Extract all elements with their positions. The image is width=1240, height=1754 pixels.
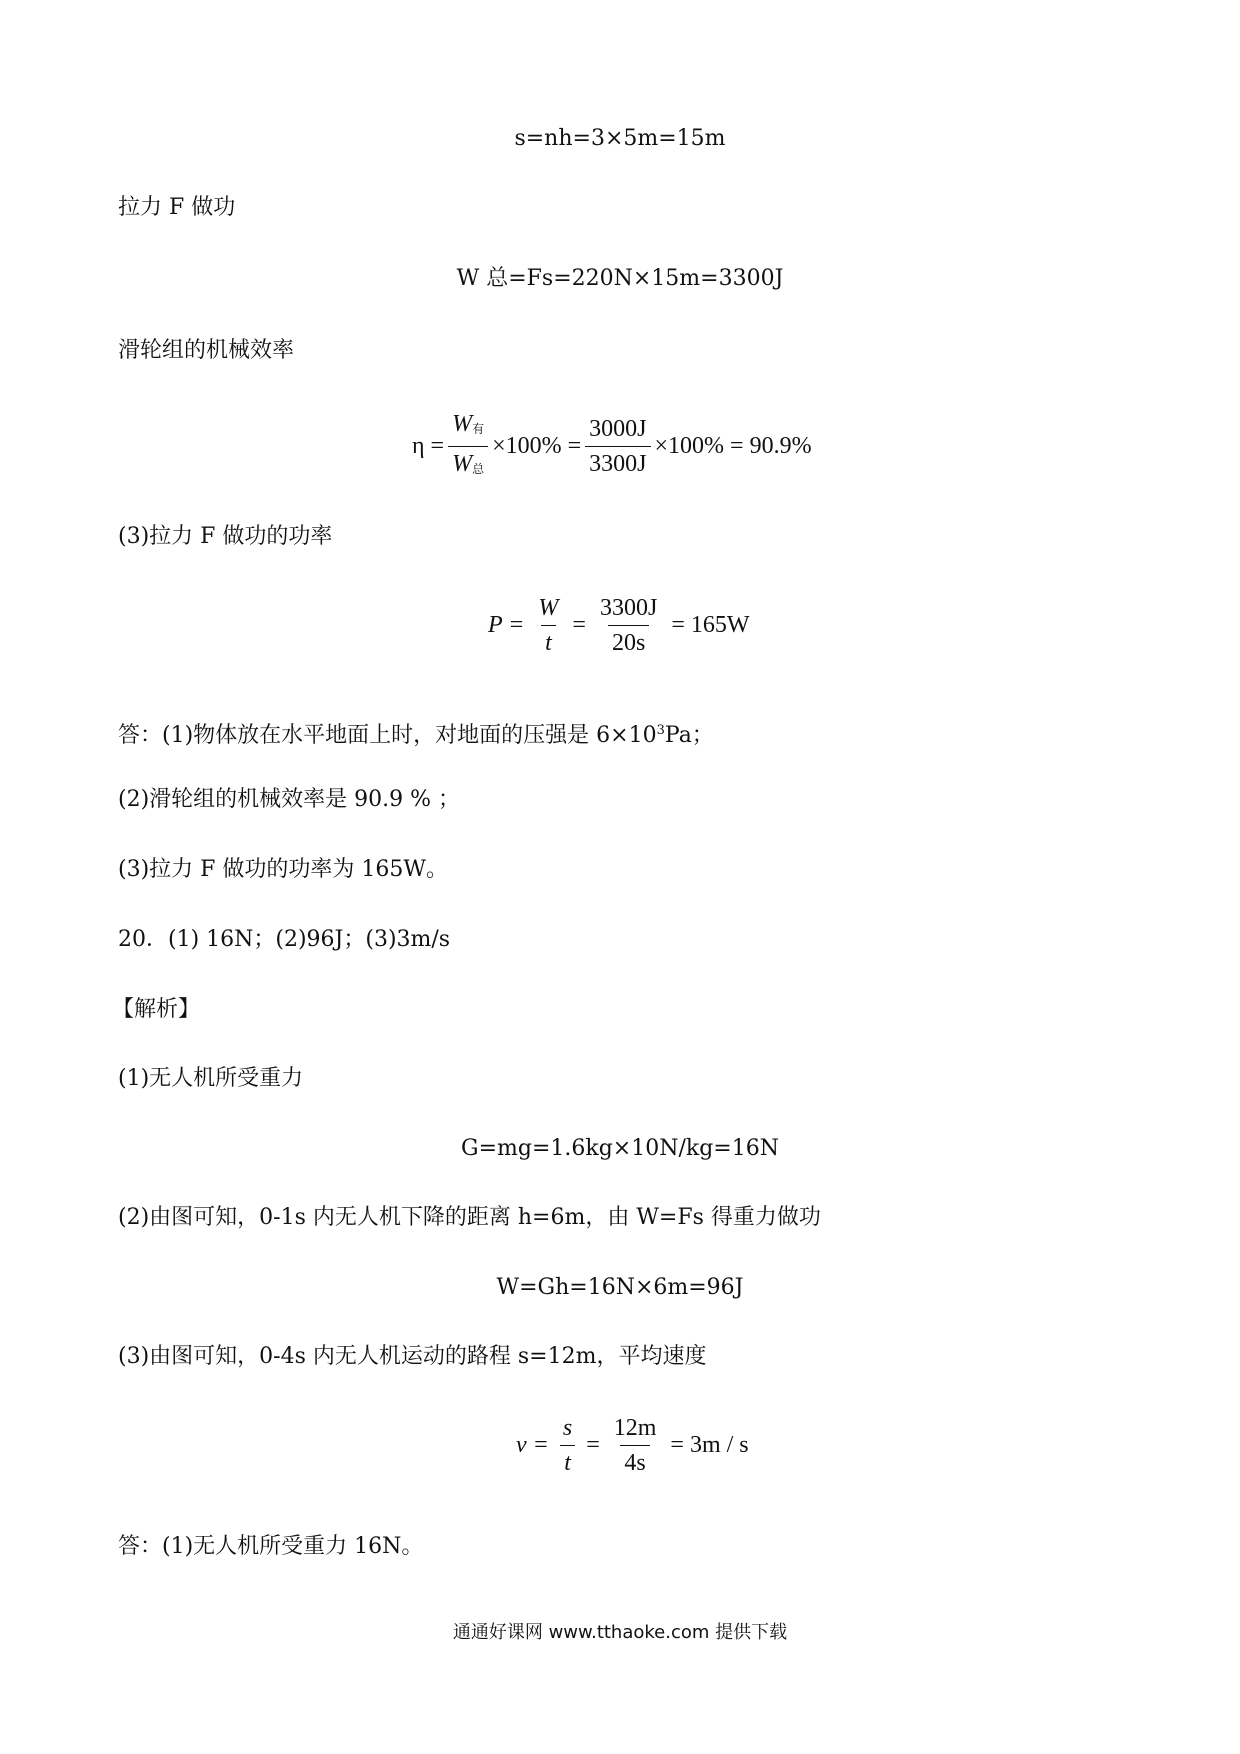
speed-eq1: = bbox=[586, 1432, 600, 1458]
exponent: 3 bbox=[656, 723, 665, 738]
eq-efficiency bbox=[412, 410, 812, 483]
eq-gravity: G=mg=1.6kg×10N/kg=16N bbox=[461, 1136, 779, 1161]
power-result: = 165W bbox=[671, 612, 750, 638]
fraction-speed-values bbox=[610, 1414, 661, 1477]
analysis-heading: 【解析】 bbox=[112, 997, 201, 1022]
times-100-a: ×100% = bbox=[492, 433, 582, 459]
answer-2: (2)滑轮组的机械效率是 90.9 % ； bbox=[118, 787, 461, 812]
eq-total-work: W 总=Fs=220N×15m=3300J bbox=[456, 266, 784, 291]
answer-3: (3)拉力 F 做功的功率为 165W。 bbox=[118, 857, 449, 882]
w-useful-symbol: W bbox=[452, 411, 473, 437]
speed-num2: 12m bbox=[613, 1415, 657, 1441]
sub-total: 总 bbox=[472, 462, 485, 476]
speed-lhs: v = bbox=[516, 1432, 549, 1458]
eq-gravity-work: W=Gh=16N×6m=96J bbox=[496, 1275, 744, 1300]
fraction-power-values bbox=[596, 594, 661, 657]
speed-num1: s bbox=[562, 1415, 573, 1441]
power-num1: W bbox=[538, 595, 559, 621]
power-den1: t bbox=[541, 625, 556, 657]
fraction-work-ratio bbox=[448, 410, 488, 483]
fraction-values bbox=[585, 415, 650, 478]
fraction-w-over-t bbox=[534, 594, 562, 657]
w-total-symbol: W bbox=[452, 451, 473, 477]
text-speed-label: (3)由图可知，0-4s 内无人机运动的路程 s=12m，平均速度 bbox=[118, 1344, 707, 1369]
power-den2: 20s bbox=[608, 625, 649, 657]
answer-gravity: 答：(1)无人机所受重力 16N。 bbox=[118, 1534, 424, 1559]
speed-result: = 3m / s bbox=[670, 1432, 749, 1458]
speed-den2: 4s bbox=[620, 1445, 649, 1477]
eq-speed bbox=[510, 1414, 755, 1477]
sub-useful: 有 bbox=[472, 422, 485, 436]
text-work-gravity: (2)由图可知，0-1s 内无人机下降的距离 h=6m，由 W=Fs 得重力做功 bbox=[118, 1205, 821, 1230]
answer-1: 答：(1)物体放在水平地面上时，对地面的压强是 $6\times 10^3Pa$； bbox=[118, 723, 714, 748]
footer-watermark: 通通好课网 www.tthaoke.com 提供下载 bbox=[452, 1622, 788, 1643]
power-eq1: = bbox=[572, 612, 586, 638]
eq-power bbox=[482, 594, 756, 657]
eta-lhs: η = bbox=[412, 433, 445, 459]
power-num2: 3300J bbox=[599, 595, 658, 621]
eta-denominator: 3300J bbox=[585, 446, 650, 478]
eq-distance: s=nh=3×5m=15m bbox=[514, 126, 726, 151]
eta-result: ×100% = 90.9% bbox=[654, 433, 812, 459]
question-20-answers: 20．(1) 16N；(2)96J；(3)3m/s bbox=[118, 927, 451, 952]
text-power-label: (3)拉力 F 做功的功率 bbox=[118, 524, 333, 549]
power-lhs: P = bbox=[488, 612, 525, 638]
fraction-s-over-t bbox=[559, 1414, 576, 1477]
text-efficiency-label: 滑轮组的机械效率 bbox=[118, 338, 295, 363]
eta-numerator: 3000J bbox=[589, 416, 647, 442]
text-gravity-label: (1)无人机所受重力 bbox=[118, 1066, 304, 1091]
text-work-label: 拉力 F 做功 bbox=[118, 195, 236, 220]
speed-den1: t bbox=[560, 1445, 575, 1477]
